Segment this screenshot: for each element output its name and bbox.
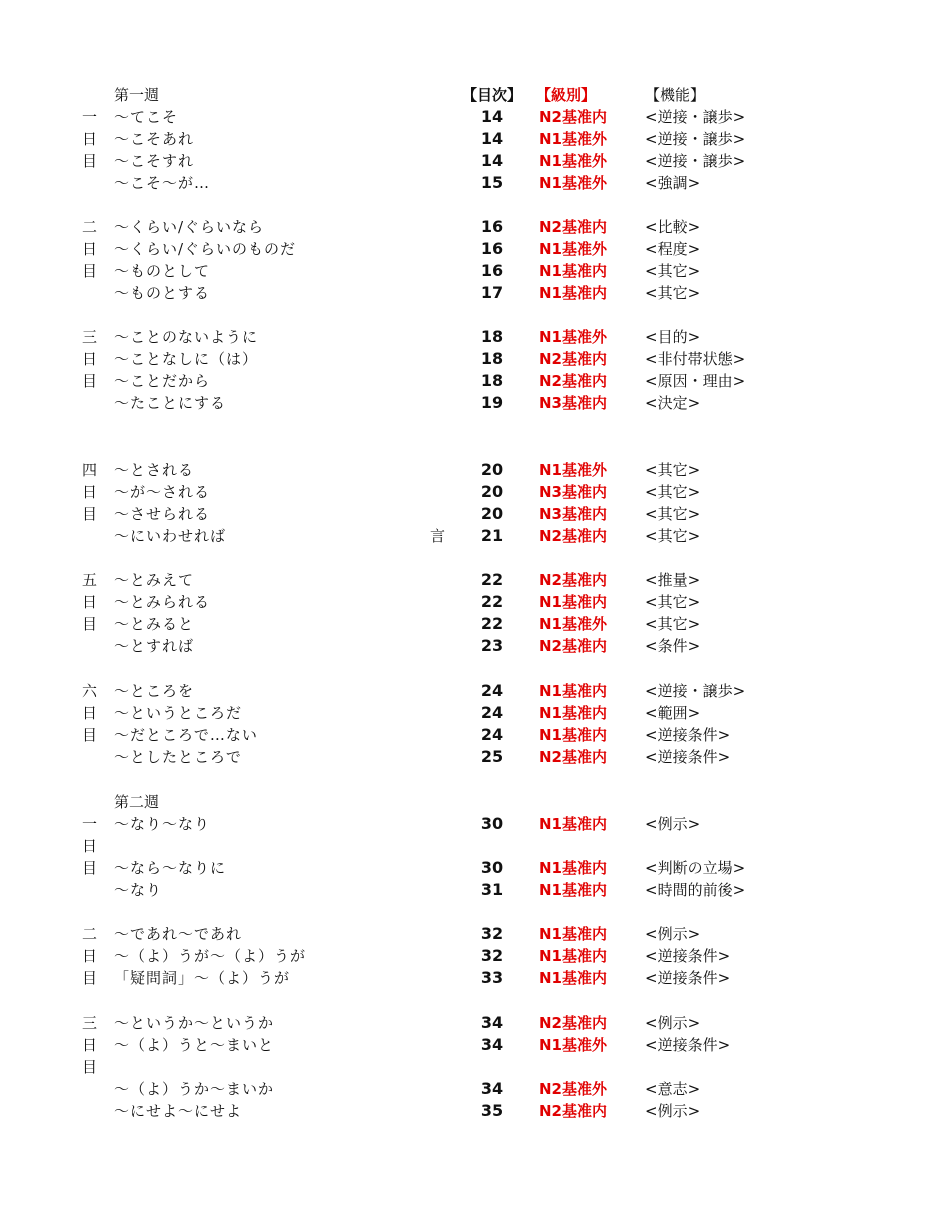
table-row [0, 835, 950, 857]
function-label: <其它> [645, 483, 701, 501]
page-number: 34 [480, 1035, 504, 1054]
grammar-expression: 「疑問詞」～（よ）うが [114, 969, 291, 987]
page-number: 18 [480, 327, 504, 346]
page-number: 32 [480, 924, 504, 943]
page-number: 14 [480, 107, 504, 126]
page-number: 22 [480, 570, 504, 589]
col-header-page: 【目次】 [462, 86, 523, 104]
day-marker: 目 [82, 505, 98, 523]
level-label: N2基准内 [539, 748, 607, 766]
day-marker: 目 [82, 1058, 98, 1076]
function-label: <原因・理由> [645, 372, 746, 390]
grammar-expression: ～にせよ～にせよ [114, 1102, 243, 1120]
grammar-expression: ～させられる [114, 505, 211, 523]
day-marker: 一 [82, 108, 98, 126]
function-label: <其它> [645, 505, 701, 523]
level-label: N1基准外 [539, 615, 607, 633]
grammar-expression: ～というか～というか [114, 1014, 275, 1032]
function-label: <逆接条件> [645, 969, 731, 987]
day-marker: 日 [82, 1036, 98, 1054]
day-marker: 目 [82, 372, 98, 390]
grammar-expression: ～ことのないように [114, 328, 259, 346]
page-number: 34 [480, 1013, 504, 1032]
col-header-level: 【級別】 [536, 86, 597, 104]
level-label: N2基准内 [539, 372, 607, 390]
table-row [0, 569, 950, 591]
level-label: N3基准内 [539, 394, 607, 412]
day-marker: 目 [82, 726, 98, 744]
day-marker: 目 [82, 969, 98, 987]
grammar-expression: ～なり [114, 881, 163, 899]
grammar-expression: ～ところを [114, 682, 195, 700]
page-number: 22 [480, 592, 504, 611]
table-row [0, 967, 950, 989]
grammar-expression: ～たことにする [114, 394, 227, 412]
function-label: <強調> [645, 174, 701, 192]
level-label: N1基准外 [539, 174, 607, 192]
function-label: <其它> [645, 593, 701, 611]
day-marker: 日 [82, 240, 98, 258]
level-label: N2基准内 [539, 1102, 607, 1120]
table-row [0, 525, 950, 547]
level-label: N2基准内 [539, 218, 607, 236]
day-marker: 五 [82, 571, 98, 589]
day-marker: 目 [82, 859, 98, 877]
page-number: 17 [480, 283, 504, 302]
level-label: N1基准外 [539, 461, 607, 479]
day-marker: 一 [82, 815, 98, 833]
day-marker: 日 [82, 837, 98, 855]
grammar-expression: ～ものとする [114, 284, 211, 302]
day-marker: 日 [82, 704, 98, 722]
function-label: <推量> [645, 571, 701, 589]
page-number: 24 [480, 725, 504, 744]
day-marker: 日 [82, 593, 98, 611]
page-number: 22 [480, 614, 504, 633]
day-marker: 日 [82, 130, 98, 148]
function-label: <其它> [645, 461, 701, 479]
page-number: 30 [480, 858, 504, 877]
function-label: <決定> [645, 394, 701, 412]
table-row [0, 260, 950, 282]
function-label: <逆接条件> [645, 748, 731, 766]
table-row [0, 503, 950, 525]
day-marker: 目 [82, 262, 98, 280]
level-label: N3基准内 [539, 483, 607, 501]
table-row [0, 591, 950, 613]
level-label: N1基准内 [539, 859, 607, 877]
level-label: N1基准内 [539, 815, 607, 833]
function-label: <例示> [645, 1102, 701, 1120]
page-number: 16 [480, 239, 504, 258]
day-marker: 二 [82, 925, 98, 943]
table-row [0, 216, 950, 238]
grammar-expression: ～としたところで [114, 748, 242, 766]
table-row [0, 680, 950, 702]
page-number: 16 [480, 217, 504, 236]
grammar-expression: ～ことだから [114, 372, 211, 390]
grammar-expression: ～とみられる [114, 593, 211, 611]
function-label: <目的> [645, 328, 701, 346]
function-label: <其它> [645, 527, 701, 545]
level-label: N1基准外 [539, 328, 607, 346]
day-marker: 四 [82, 461, 98, 479]
level-label: N3基准内 [539, 505, 607, 523]
level-label: N1基准内 [539, 925, 607, 943]
grammar-expression: ～とみえて [114, 571, 195, 589]
table-row [0, 481, 950, 503]
grammar-expression: ～ことなしに（は） [114, 350, 259, 368]
function-label: <逆接条件> [645, 947, 731, 965]
grammar-expression: ～であれ～であれ [114, 925, 243, 943]
function-label: <比較> [645, 218, 701, 236]
grammar-expression: ～とすれば [114, 637, 195, 655]
level-label: N1基准内 [539, 726, 607, 744]
table-row [0, 857, 950, 879]
page-number: 24 [480, 703, 504, 722]
grammar-expression: ～こそ～が… [114, 174, 211, 192]
function-label: <逆接・譲歩> [645, 682, 746, 700]
level-label: N2基准内 [539, 108, 607, 126]
table-row [0, 1056, 950, 1078]
table-row [0, 923, 950, 945]
grammar-expression: ～とされる [114, 461, 195, 479]
level-label: N1基准外 [539, 1036, 607, 1054]
page-number: 32 [480, 946, 504, 965]
table-row [0, 392, 950, 414]
function-label: <条件> [645, 637, 701, 655]
level-label: N2基准内 [539, 527, 607, 545]
function-label: <其它> [645, 284, 701, 302]
grammar-expression: ～てこそ [114, 108, 179, 126]
level-label: N1基准外 [539, 240, 607, 258]
function-label: <例示> [645, 815, 701, 833]
page-number: 35 [480, 1101, 504, 1120]
function-label: <逆接・譲歩> [645, 130, 746, 148]
table-row [0, 945, 950, 967]
grammar-expression: ～だところで…ない [114, 726, 258, 744]
week2-label: 第二週 [114, 793, 160, 811]
grammar-expression: ～なり～なり [114, 815, 211, 833]
table-row [0, 106, 950, 128]
table-row [0, 702, 950, 724]
grammar-expression: ～（よ）うが～（よ）うが [114, 947, 307, 965]
table-row [0, 813, 950, 835]
table-row [0, 1078, 950, 1100]
page-number: 16 [480, 261, 504, 280]
table-row [0, 238, 950, 260]
table-row [0, 370, 950, 392]
level-label: N2基准内 [539, 350, 607, 368]
level-label: N1基准内 [539, 593, 607, 611]
table-row [0, 1012, 950, 1034]
level-label: N1基准内 [539, 284, 607, 302]
level-label: N2基准内 [539, 571, 607, 589]
level-label: N2基准外 [539, 1080, 607, 1098]
header-row [0, 84, 950, 106]
page-number: 31 [480, 880, 504, 899]
day-marker: 三 [82, 1014, 98, 1032]
day-marker: 六 [82, 682, 98, 700]
function-label: <程度> [645, 240, 701, 258]
page-number: 19 [480, 393, 504, 412]
function-label: <其它> [645, 262, 701, 280]
table-row [0, 459, 950, 481]
level-label: N2基准内 [539, 1014, 607, 1032]
page-number: 30 [480, 814, 504, 833]
function-label: <意志> [645, 1080, 701, 1098]
function-label: <逆接・譲歩> [645, 152, 746, 170]
function-label: <時間的前後> [645, 881, 746, 899]
level-label: N1基准内 [539, 704, 607, 722]
level-label: N1基准外 [539, 130, 607, 148]
level-label: N1基准内 [539, 262, 607, 280]
table-row [0, 326, 950, 348]
function-label: <例示> [645, 925, 701, 943]
grammar-expression: ～にいわせれば [114, 527, 227, 545]
function-label: <範囲> [645, 704, 701, 722]
grammar-expression: ～ものとして [114, 262, 211, 280]
table-row [0, 724, 950, 746]
grammar-expression: ～（よ）うと～まいと [114, 1036, 275, 1054]
table-row [0, 879, 950, 901]
function-label: <非付帯状態> [645, 350, 746, 368]
table-row [0, 282, 950, 304]
table-row [0, 1034, 950, 1056]
level-label: N1基准内 [539, 881, 607, 899]
table-row [0, 150, 950, 172]
grammar-expression: ～とみると [114, 615, 195, 633]
page-number: 24 [480, 681, 504, 700]
table-row [0, 128, 950, 150]
page-number: 33 [480, 968, 504, 987]
col-header-function: 【機能】 [645, 86, 706, 104]
day-marker: 日 [82, 350, 98, 368]
page-number: 34 [480, 1079, 504, 1098]
day-marker: 目 [82, 615, 98, 633]
page-number: 18 [480, 371, 504, 390]
level-label: N2基准内 [539, 637, 607, 655]
function-label: <其它> [645, 615, 701, 633]
function-label: <例示> [645, 1014, 701, 1032]
day-marker: 日 [82, 483, 98, 501]
page-number: 20 [480, 460, 504, 479]
page-number: 18 [480, 349, 504, 368]
grammar-expression: ～（よ）うか～まいか [114, 1080, 275, 1098]
day-marker: 二 [82, 218, 98, 236]
page-number: 14 [480, 129, 504, 148]
page-number: 23 [480, 636, 504, 655]
function-label: <逆接・譲歩> [645, 108, 746, 126]
level-label: N1基准内 [539, 969, 607, 987]
week2-header [0, 791, 950, 813]
page-number: 20 [480, 504, 504, 523]
level-label: N1基准内 [539, 682, 607, 700]
table-row [0, 613, 950, 635]
grammar-expression: ～というところだ [114, 704, 243, 722]
function-label: <判断の立場> [645, 859, 746, 877]
day-marker: 三 [82, 328, 98, 346]
grammar-expression: ～が～される [114, 483, 211, 501]
page-number: 14 [480, 151, 504, 170]
margin-note: 言 [430, 527, 446, 545]
table-row [0, 746, 950, 768]
page-number: 21 [480, 526, 504, 545]
table-row [0, 1100, 950, 1122]
level-label: N1基准内 [539, 947, 607, 965]
function-label: <逆接条件> [645, 726, 731, 744]
grammar-expression: ～くらい/ぐらいなら [114, 218, 265, 236]
week1-label: 第一週 [114, 86, 160, 104]
page-number: 15 [480, 173, 504, 192]
grammar-expression: ～こそすれ [114, 152, 195, 170]
level-label: N1基准外 [539, 152, 607, 170]
day-marker: 目 [82, 152, 98, 170]
day-marker: 日 [82, 947, 98, 965]
function-label: <逆接条件> [645, 1036, 731, 1054]
page-number: 25 [480, 747, 504, 766]
table-row [0, 635, 950, 657]
table-row [0, 172, 950, 194]
grammar-expression: ～なら～なりに [114, 859, 227, 877]
grammar-expression: ～くらい/ぐらいのものだ [114, 240, 297, 258]
page-number: 20 [480, 482, 504, 501]
grammar-expression: ～こそあれ [114, 130, 195, 148]
table-row [0, 348, 950, 370]
